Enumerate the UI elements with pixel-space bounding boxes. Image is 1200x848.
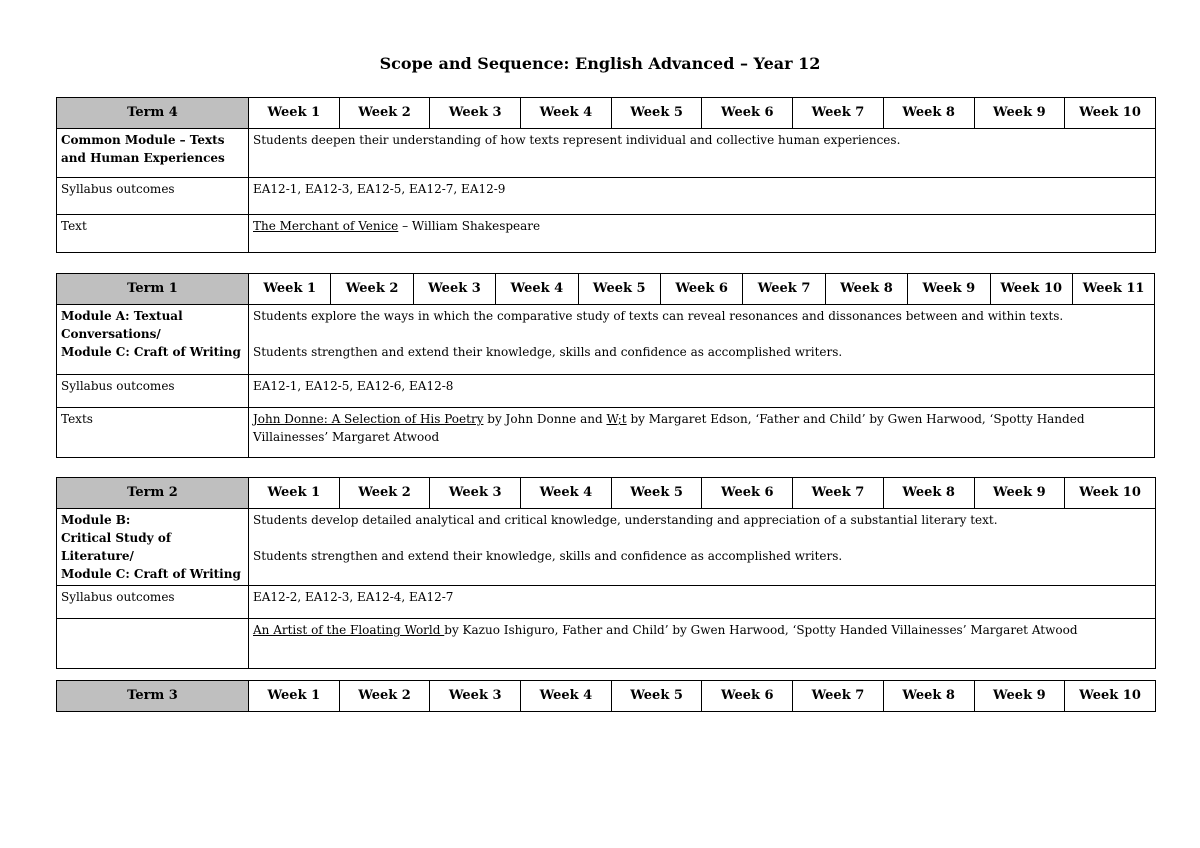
- text-title: The Merchant of Venice: [253, 219, 399, 233]
- page-title: Scope and Sequence: English Advanced – Year 12: [379, 54, 821, 73]
- description-text: Students develop detailed analytical and critical knowledge, understanding and appreciation of a substantial literary text.: [253, 513, 998, 527]
- week-header: Week 2: [339, 681, 430, 712]
- week-header: Week 9: [974, 98, 1065, 129]
- term2-module-row: [57, 509, 1156, 586]
- week-header: Week 3: [430, 681, 521, 712]
- week-header: Week 4: [496, 274, 578, 305]
- week-header: Week 10: [990, 274, 1072, 305]
- term1-text: [249, 408, 1155, 458]
- text-author: – William Shakespeare: [398, 219, 541, 233]
- week-header: Week 5: [611, 478, 702, 509]
- term2-header-row: [57, 478, 1156, 509]
- term2-description: [249, 509, 1156, 586]
- outcomes-label: Syllabus outcomes: [57, 178, 249, 215]
- term4-text-row: [57, 215, 1156, 253]
- term4-table: [56, 97, 1156, 253]
- description-text: Students strengthen and extend their knowledge, skills and confidence as accomplished writers.: [253, 549, 843, 563]
- week-header: Week 8: [883, 478, 974, 509]
- week-header: Week 10: [1065, 478, 1156, 509]
- week-header: Week 3: [430, 478, 521, 509]
- term2-label: Term 2: [57, 478, 249, 509]
- week-header: Week 3: [413, 274, 495, 305]
- description-text: Students deepen their understanding of how texts represent individual and collective human experiences.: [253, 133, 901, 147]
- term1-header-row: [57, 274, 1155, 305]
- term4-header-row: [57, 98, 1156, 129]
- text-title: W;t: [606, 412, 627, 426]
- description-text: Students strengthen and extend their knowledge, skills and confidence as accomplished writers.: [253, 345, 843, 359]
- module-line: Module C: Craft of Writing: [61, 345, 241, 359]
- week-header: Week 3: [430, 98, 521, 129]
- week-header: Week 7: [743, 274, 825, 305]
- week-header: Week 9: [974, 681, 1065, 712]
- term4-module-row: [57, 129, 1156, 178]
- term1-outcomes-row: [57, 375, 1155, 408]
- term2-outcomes-row: [57, 586, 1156, 619]
- week-header: Week 9: [974, 478, 1065, 509]
- term2-module: [57, 509, 249, 586]
- term1-module: [57, 305, 249, 375]
- week-header: Week 8: [883, 98, 974, 129]
- text-rest: by Margaret Edson, ‘Father and Child’ by Gwen Harwood, ‘Spotty Handed Villainesses’ Margaret Atwood: [253, 412, 1085, 444]
- module-line: Module B:: [61, 513, 131, 527]
- term1-text-row: [57, 408, 1155, 458]
- week-header: Week 2: [331, 274, 413, 305]
- week-header: Week 10: [1065, 98, 1156, 129]
- week-header: Week 6: [702, 478, 793, 509]
- text-title: John Donne: A Selection of His Poetry: [253, 412, 484, 426]
- week-header: Week 1: [249, 274, 331, 305]
- week-header: Week 4: [521, 681, 612, 712]
- term3-header-row: [57, 681, 1156, 712]
- text-title: An Artist of the Floating World: [253, 623, 445, 637]
- week-header: Week 1: [249, 98, 340, 129]
- text-label: Texts: [57, 408, 249, 458]
- term1-table: [56, 273, 1155, 458]
- outcomes-label: Syllabus outcomes: [57, 586, 249, 619]
- term4-outcomes: EA12-1, EA12-3, EA12-5, EA12-7, EA12-9: [249, 178, 1156, 215]
- outcomes-label: Syllabus outcomes: [57, 375, 249, 408]
- text-label-empty: [57, 619, 249, 669]
- term2-text: [249, 619, 1156, 669]
- term1-module-row: [57, 305, 1155, 375]
- week-header: Week 7: [793, 681, 884, 712]
- term3-table: [56, 680, 1156, 712]
- week-header: Week 6: [702, 98, 793, 129]
- term2-outcomes: EA12-2, EA12-3, EA12-4, EA12-7: [249, 586, 1156, 619]
- term1-outcomes: EA12-1, EA12-5, EA12-6, EA12-8: [249, 375, 1155, 408]
- week-header: Week 5: [578, 274, 660, 305]
- module-line: Module C: Craft of Writing: [61, 567, 241, 581]
- week-header: Week 5: [611, 681, 702, 712]
- text-connector: by John Donne and: [483, 412, 607, 426]
- term4-module: Common Module – Texts and Human Experiences: [57, 129, 249, 178]
- week-header: Week 1: [249, 681, 340, 712]
- text-rest: by Kazuo Ishiguro, Father and Child’ by Gwen Harwood, ‘Spotty Handed Villainesses’ Margaret Atwood: [444, 623, 1078, 637]
- module-line: Module A: Textual Conversations/: [61, 309, 183, 341]
- term1-label: Term 1: [57, 274, 249, 305]
- term3-label: Term 3: [57, 681, 249, 712]
- term2-text-row: [57, 619, 1156, 669]
- module-line: Critical Study of Literature/: [61, 531, 171, 563]
- term4-description: [249, 129, 1156, 178]
- week-header: Week 8: [883, 681, 974, 712]
- week-header: Week 7: [793, 478, 884, 509]
- week-header: Week 6: [702, 681, 793, 712]
- week-header: Week 8: [825, 274, 907, 305]
- term4-text: [249, 215, 1156, 253]
- term1-description: [249, 305, 1155, 375]
- week-header: Week 10: [1065, 681, 1156, 712]
- week-header: Week 9: [908, 274, 990, 305]
- week-header: Week 11: [1072, 274, 1154, 305]
- week-header: Week 1: [249, 478, 340, 509]
- description-text: Students explore the ways in which the comparative study of texts can reveal resonances and dissonances between and within texts.: [253, 309, 1064, 323]
- week-header: Week 4: [521, 478, 612, 509]
- week-header: Week 5: [611, 98, 702, 129]
- week-header: Week 6: [660, 274, 742, 305]
- week-header: Week 2: [339, 98, 430, 129]
- term2-table: [56, 477, 1156, 669]
- week-header: Week 2: [339, 478, 430, 509]
- term4-label: Term 4: [57, 98, 249, 129]
- text-label: Text: [57, 215, 249, 253]
- week-header: Week 7: [793, 98, 884, 129]
- week-header: Week 4: [521, 98, 612, 129]
- term4-outcomes-row: [57, 178, 1156, 215]
